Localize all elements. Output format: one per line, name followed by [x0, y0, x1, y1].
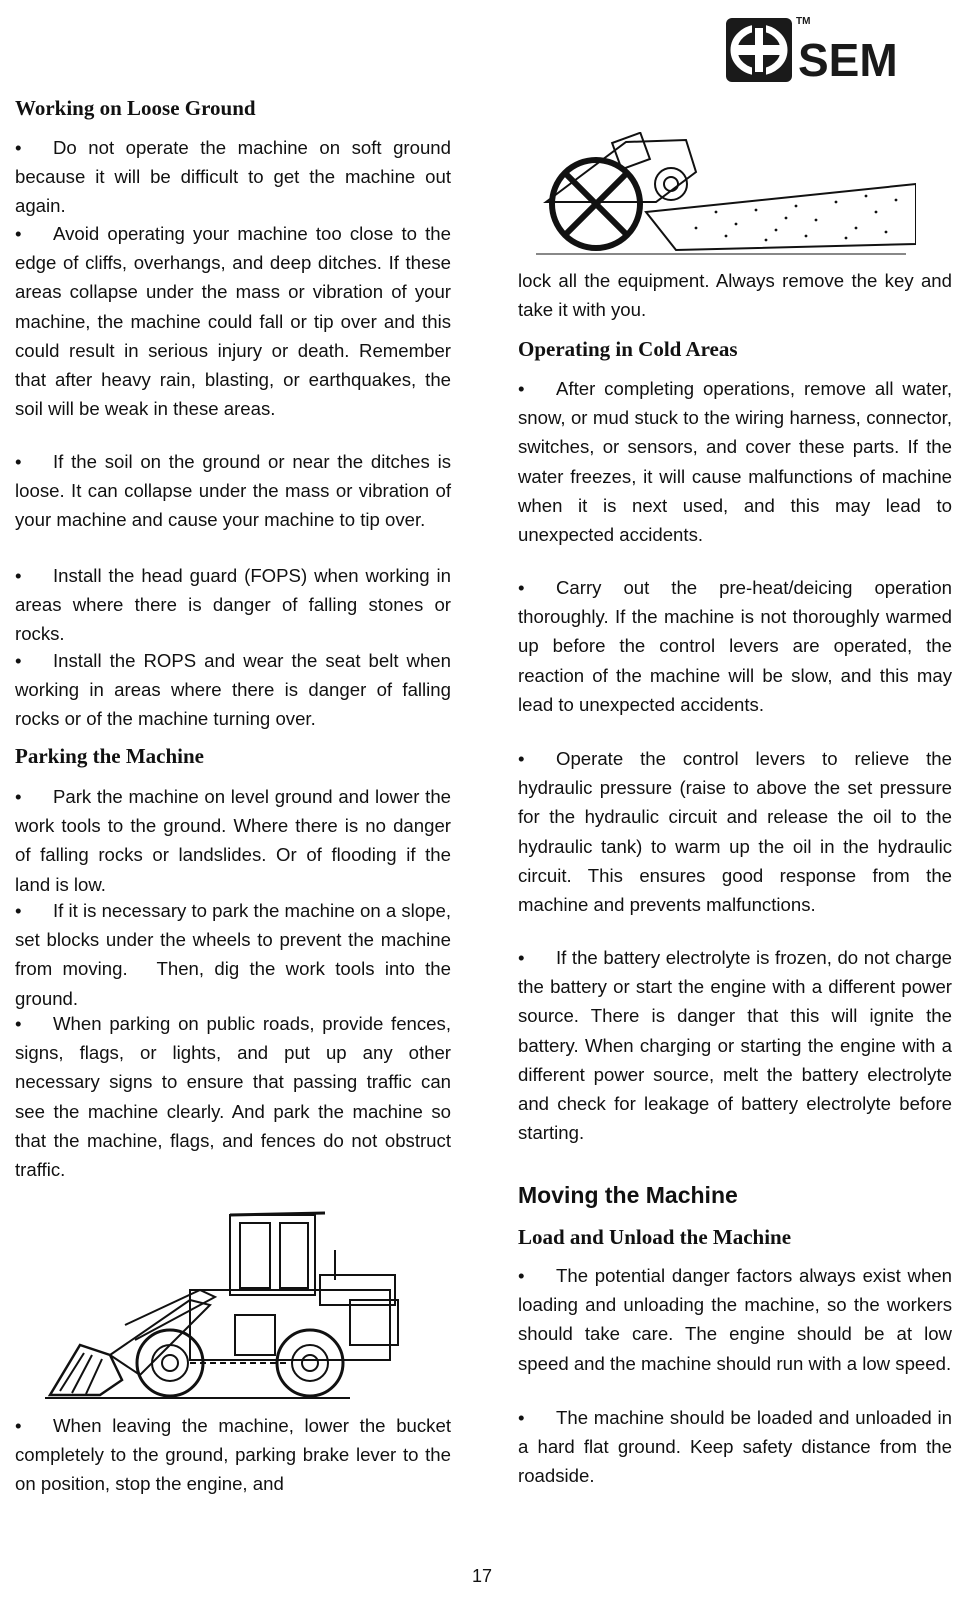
- bullet-loose-2: • Avoid operating your machine too close to the edge of cliffs, overhangs, and deep ditches. If these areas collapse under the mass or vibration of your machine, the machine could fall or tip over and this could result in serious injury or death. Remember that after heavy rain, blasting, or earthquakes, the soil will be weak in these areas.: [15, 223, 451, 420]
- bullet-leaving: • When leaving the machine, lower the bucket completely to the ground, parking brake lever to the on position, stop the engine, and: [15, 1415, 451, 1495]
- trademark-mark: TM: [796, 16, 811, 27]
- bullet-cold-4: • If the battery electrolyte is frozen, do not charge the battery or start the engine with a different power source. There is danger that this will ignite the battery. When charging or starting the engine with a different power source, melt the battery electrolyte and check for leakage of battery electrolyte before starting.: [518, 947, 952, 1144]
- wheel-loader-illustration: [40, 1205, 410, 1405]
- bullet-cold-1: • After completing operations, remove all water, snow, or mud stuck to the wiring harness, connector, switches, or sensors, and cover these parts. If the water freezes, it will cause malfunctions of machine when it is next used, and this may lead to unexpected accidents.: [518, 378, 952, 546]
- bullet-loose-4: • Install the head guard (FOPS) when working in areas where there is danger of falling stones or rocks.: [15, 565, 451, 645]
- subheading-load-unload: Load and Unload the Machine: [518, 1225, 792, 1249]
- sem-logo: [726, 14, 930, 84]
- bullet-loose-3: • If the soil on the ground or near the ditches is loose. It can collapse under the mass or vibration of your machine and cause your machine to tip over.: [15, 451, 451, 531]
- bullet-loose-1: • Do not operate the machine on soft ground because it will be difficult to get the machine out again.: [15, 137, 451, 217]
- dotted-soil: [695, 195, 898, 242]
- bullet-loose-5: • Install the ROPS and wear the seat belt when working in areas where there is danger of falling rocks or of the machine turning over.: [15, 650, 451, 730]
- page-number: 17: [471, 1566, 493, 1586]
- heading-parking: Parking the Machine: [15, 744, 204, 768]
- heading-moving: Moving the Machine: [518, 1182, 738, 1208]
- heading-loose-ground: Working on Loose Ground: [15, 96, 256, 120]
- bullet-cold-3: • Operate the control levers to relieve the hydraulic pressure (raise to above the set pressure for the hydraulic circuit and release the oil to the hydraulic tank) to warm up the oil in the hydraulic circuit. This ensures good response from the machine and prevents malfunctions.: [518, 748, 952, 916]
- heading-cold-areas: Operating in Cold Areas: [518, 337, 738, 361]
- continuation-text: lock all the equipment. Always remove the key and take it with you.: [518, 270, 952, 321]
- no-loose-ground-illustration: [536, 132, 916, 262]
- bullet-cold-2: • Carry out the pre-heat/deicing operation thoroughly. If the machine is not thoroughly warmed up before the control levers are operated, the reaction of the machine will be slow, and this may lead to unexpected accidents.: [518, 577, 952, 715]
- bullet-parking-2: • If it is necessary to park the machine on a slope, set blocks under the wheels to prevent the machine from moving. Then, dig the work tools into the ground.: [15, 900, 451, 1009]
- bullet-moving-2: • The machine should be loaded and unloaded in a hard flat ground. Keep safety distance from the roadside.: [518, 1407, 952, 1487]
- bullet-parking-1: • Park the machine on level ground and lower the work tools to the ground. Where there is no danger of falling rocks or landslides. Or of flooding if the land is low.: [15, 786, 451, 895]
- bullet-parking-3: • When parking on public roads, provide fences, signs, flags, or lights, and put up any other necessary signs to ensure that passing traffic can see the machine clearly. And park the machine so that the machine, flags, and fences do not obstruct traffic.: [15, 1013, 451, 1181]
- brand-name: SEM: [798, 34, 898, 84]
- bullet-moving-1: • The potential danger factors always exist when loading and unloading the machine, so the workers should take care. The engine should be at low speed and the machine should run with a low speed.: [518, 1265, 952, 1374]
